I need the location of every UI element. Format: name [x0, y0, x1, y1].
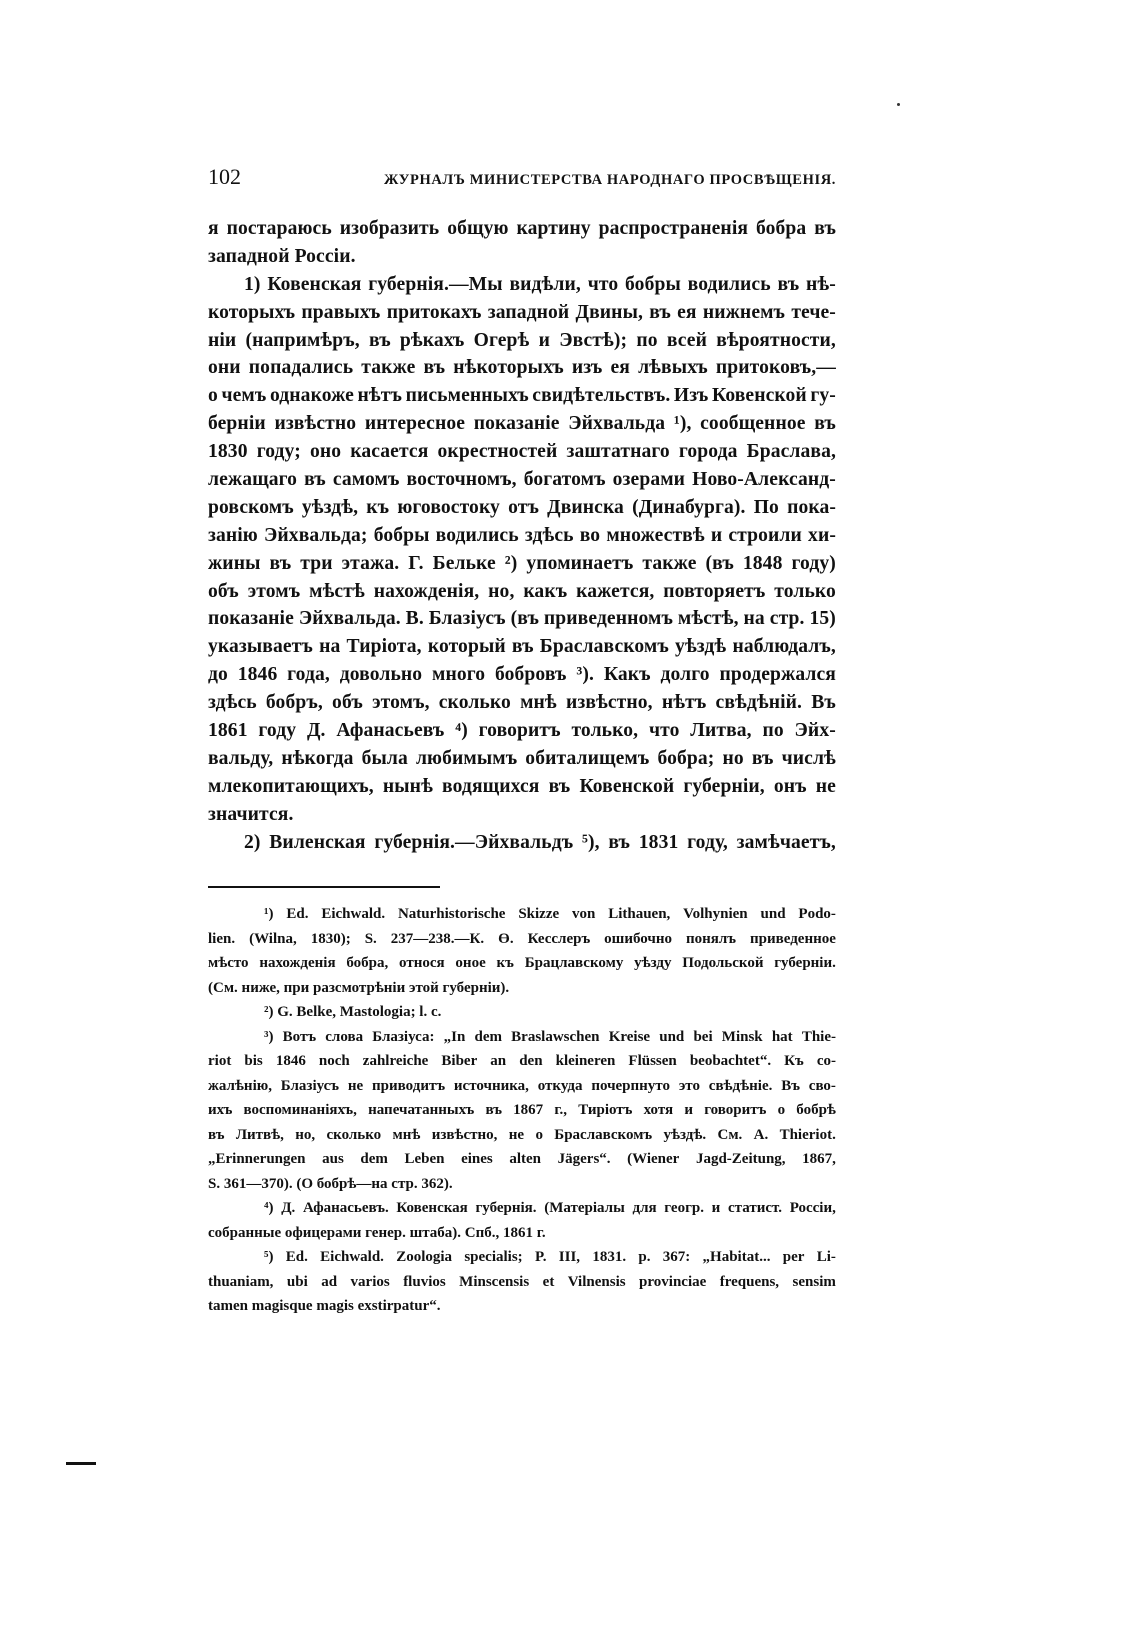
body-text — [208, 215, 836, 856]
footnote-line: ²) G. Belke, Mastologia; l. c. — [264, 1004, 442, 1020]
footnote-line: ⁴) Д. Афанасьевъ. Ковенская губернія. (Матеріалы для геогр. и статист. Россіи, — [264, 1200, 836, 1216]
text-line: 1830 году; оно касается окрестностей заштатнаго города Браслава, — [208, 441, 836, 463]
text-line: здѣсь бобръ, объ этомъ, сколько мнѣ извѣстно, нѣтъ свѣдѣній. Въ — [208, 692, 836, 714]
footnote-line: lien. (Wilna, 1830); S. 237—238.—К. Ө. Кесслеръ ошибочно понялъ приведенное — [208, 930, 836, 947]
footnote-line: жалѣнію, Блазіусъ не приводитъ источника, откуда почерпнуто это свѣдѣніе. Въ сво- — [208, 1077, 836, 1094]
text-line: берніи извѣстно интересное показаніе Эйхвальда ¹), сообщенное въ — [208, 413, 836, 435]
page-number: 102 — [208, 164, 241, 189]
footnote-line: ⁵) Ed. Eichwald. Zoologia specialis; P. III, 1831. p. 367: „Habitat... per Li- — [264, 1249, 836, 1265]
footnote-separator — [208, 886, 440, 888]
footnote-line: ихъ воспоминаніяхъ, напечатанныхъ въ 1867 г., Тиріотъ хотя и говоритъ о бобрѣ — [208, 1102, 836, 1118]
text-line: млекопитающихъ, нынѣ водящихся въ Ковенской губерніи, онъ не — [208, 775, 836, 797]
footnote-line: (См. ниже, при разсмотрѣніи этой губерніи). — [208, 979, 510, 996]
running-title: ЖУРНАЛЪ МИНИСТЕРСТВА НАРОДНАГО ПРОСВѢЩЕНІЯ. — [384, 172, 836, 188]
footnote-line: ¹) Ed. Eichwald. Naturhistorische Skizze von Lithauen, Volhynien und Podo- — [264, 906, 836, 922]
text-line: я постараюсь изобразить общую картину распространенія бобра въ — [208, 218, 836, 239]
text-line: которыхъ правыхъ притокахъ западной Двины, въ ея нижнемъ тече- — [208, 301, 836, 323]
text-line: лежащаго въ самомъ восточномъ, богатомъ озерами Ново-Александ- — [208, 469, 836, 491]
text-line: 2) Виленская губернія.—Эйхвальдъ ⁵), въ 1831 году, замѣчаетъ, — [244, 831, 836, 853]
footnote-line: riot bis 1846 noch zahlreiche Biber an den kleineren Flüssen beobachtet“. Къ со- — [208, 1053, 836, 1069]
text-line: ровскомъ уѣздѣ, къ юговостоку отъ Двинска (Динабурга). По пока- — [208, 496, 836, 518]
text-line: они попадались также въ нѣкоторыхъ изъ ея лѣвыхъ притоковъ,— — [208, 357, 836, 379]
text-line: значится. — [208, 803, 294, 825]
footnote-line: собранные офицерами генер. штаба). Спб., 1861 г. — [208, 1224, 546, 1241]
text-line: 1861 году Д. Афанасьевъ ⁴) говоритъ только, что Литва, по Эйх- — [208, 720, 836, 742]
text-line: жины въ три этажа. Г. Бельке ²) упоминаетъ также (въ 1848 году) — [208, 552, 836, 574]
text-line: ніи (напримѣръ, въ рѣкахъ Огерѣ и Эвстѣ); по всей вѣроятности, — [208, 329, 836, 351]
footnotes — [208, 902, 836, 1319]
page-header — [208, 164, 836, 194]
text-line: вальду, нѣкогда была любимымъ обиталищемъ бобра; но въ числѣ — [208, 747, 836, 769]
footnote-line: въ Литвѣ, но, сколько мнѣ извѣстно, не о Браславскомъ уѣздѣ. См. A. Thieriot. — [208, 1126, 836, 1143]
footnote-line: „Erinnerungen aus dem Leben eines alten Jägers“. (Wiener Jagd-Zeitung, 1867, — [208, 1151, 836, 1167]
footnote-line: S. 361—370). (О бобрѣ—на стр. 362). — [208, 1175, 453, 1192]
ink-speck — [897, 103, 900, 106]
text-line: о чемъ однакоже нѣтъ письменныхъ свидѣтельствъ. Изъ Ковенской гу- — [208, 385, 836, 407]
text-line: занію Эйхвальда; бобры водились здѣсь во множествѣ и строили хи- — [208, 524, 836, 546]
footnote-line: ³) Вотъ слова Блазіуса: „In dem Braslawschen Kreise und bei Minsk hat Thie- — [264, 1028, 836, 1045]
text-line: указываетъ на Тиріота, который въ Браславскомъ уѣздѣ наблюдалъ, — [208, 636, 836, 658]
text-line: показаніе Эйхвальда. В. Блазіусъ (въ приведенномъ мѣстѣ, на стр. 15) — [208, 608, 836, 630]
text-line: 1) Ковенская губернія.—Мы видѣли, что бобры водились въ нѣ- — [244, 273, 836, 295]
text-line: западной Россіи. — [208, 245, 356, 267]
text-line: до 1846 года, довольно много бобровъ ³). Какъ долго продержался — [208, 664, 836, 686]
text-line: объ этомъ мѣстѣ нахожденія, но, какъ кажется, повторяетъ только — [208, 580, 836, 602]
footnote-line: tamen magisque magis exstirpatur“. — [208, 1298, 441, 1314]
margin-mark — [66, 1462, 96, 1465]
footnote-line: мѣсто нахожденія бобра, относя оное къ Брацлавскому уѣзду Подольской губерніи. — [208, 955, 836, 971]
footnote-line: thuaniam, ubi ad varios fluvios Minscensis et Vilnensis provinciae frequens, sensim — [208, 1273, 836, 1290]
